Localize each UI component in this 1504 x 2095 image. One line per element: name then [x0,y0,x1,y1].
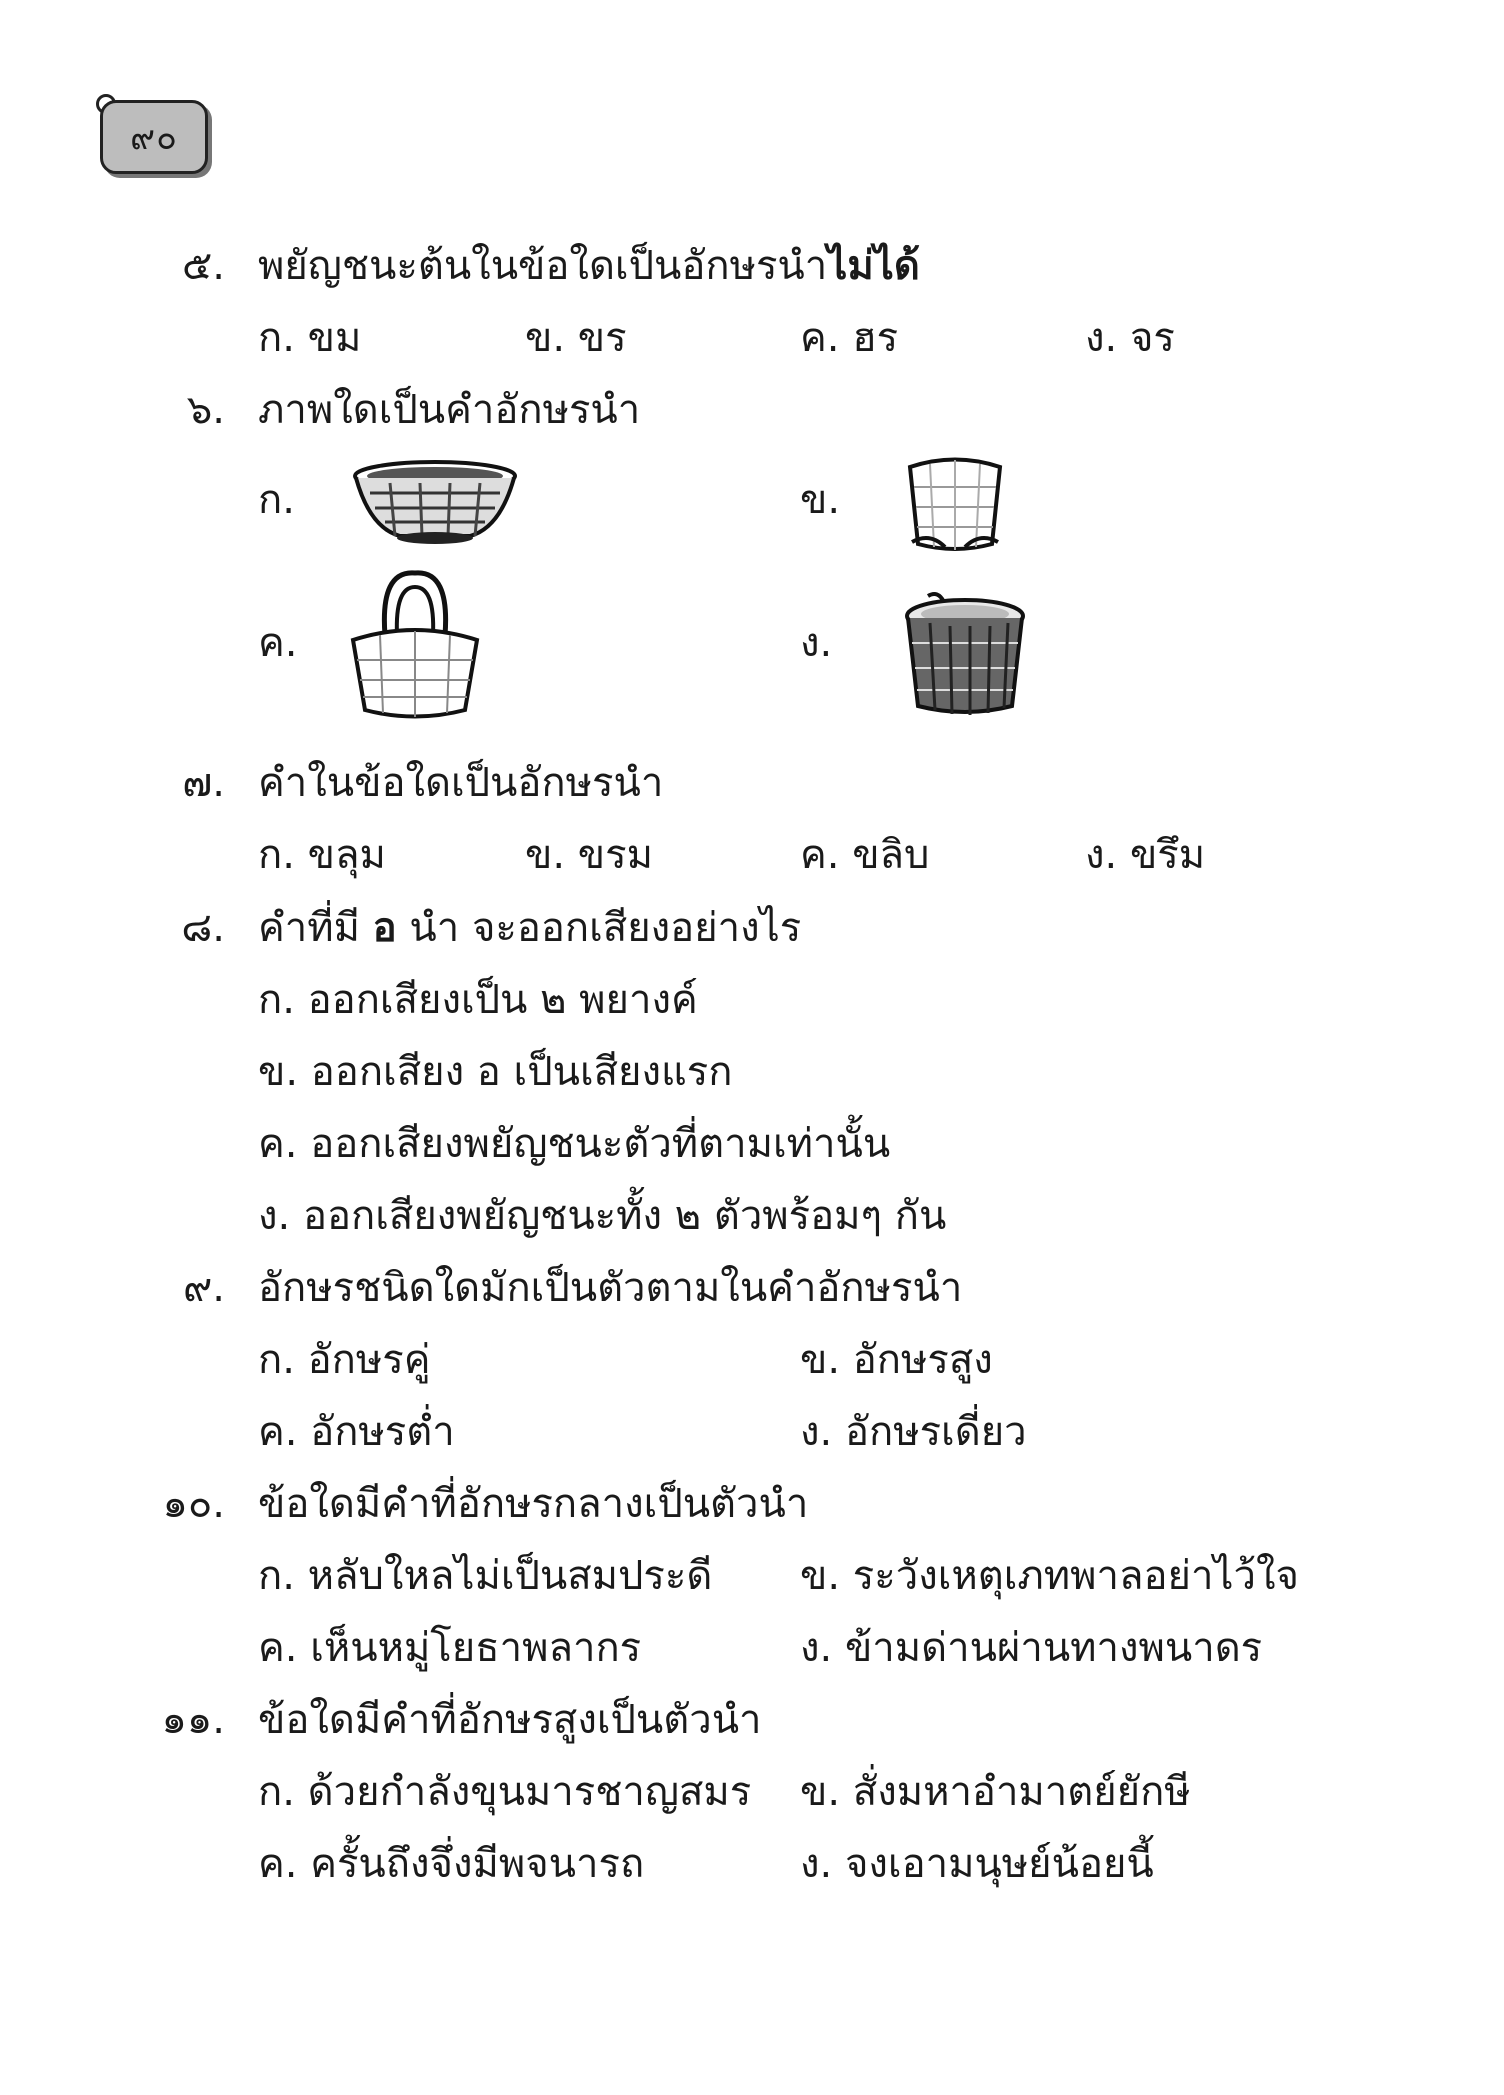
question-number: ๑๐. [162,1481,225,1527]
option-d: ง. จงเอามนุษย์น้อยนี้ [800,1841,1154,1887]
question-prompt: ภาพใดเป็นคำอักษรนำ [258,387,641,433]
prompt-emphasis: ไม่ได้ [827,243,920,289]
option-c: ค. อักษรต่ำ [258,1409,455,1455]
question-number: ๑๑. [161,1697,225,1743]
option-c: ค. ขลิบ [800,832,930,878]
prompt-text: นำ จะออกเสียงอย่างไร [409,905,802,951]
option-a: ก. ด้วยกำลังขุนมารชาญสมร [258,1769,752,1815]
question-number: ๕. [182,243,225,289]
option-d: ง. [800,620,833,666]
page-number-badge [100,100,208,174]
option-c: ค. ออกเสียงพยัญชนะตัวที่ตามเท่านั้น [258,1121,891,1167]
woven-container-icon [900,452,1010,557]
question-prompt: คำในข้อใดเป็นอักษรนำ [258,760,664,806]
question-number: ๘. [181,905,225,951]
option-c: ค. เห็นหมู่โยธาพลากร [258,1625,642,1671]
option-a: ก. หลับใหลไม่เป็นสมประดี [258,1553,713,1599]
option-b: ข. สั่งมหาอำมาตย์ยักษี [800,1769,1191,1815]
prompt-emphasis: อ [372,905,397,951]
handbag-basket-icon [335,565,495,725]
option-a: ก. อักษรคู่ [258,1337,431,1383]
question-number: ๙. [182,1265,225,1311]
deep-basket-icon [900,588,1030,718]
question-prompt: ข้อใดมีคำที่อักษรสูงเป็นตัวนำ [258,1697,762,1743]
option-b: ข. ขร [525,315,627,361]
option-b: ข. [800,477,841,523]
option-b: ข. อักษรสูง [800,1337,993,1383]
option-c: ค. ฮร [800,315,899,361]
shallow-basket-icon [350,458,520,548]
question-prompt [258,238,920,294]
option-c: ค. ครั้นถึงจึ่งมีพจนารถ [258,1841,645,1887]
option-d: ง. อักษรเดี่ยว [800,1409,1027,1455]
page-number: ๙๐ [130,118,178,158]
option-c: ค. [258,620,298,666]
option-a: ก. ออกเสียงเป็น ๒ พยางค์ [258,977,698,1023]
option-b: ข. ระวังเหตุเภทพาลอย่าไว้ใจ [800,1553,1299,1599]
option-a: ก. ขลุม [258,832,386,878]
prompt-text: คำที่มี [258,905,360,951]
option-d: ง. ขรึม [1085,832,1206,878]
question-number: ๗. [182,760,225,806]
question-prompt: อักษรชนิดใดมักเป็นตัวตามในคำอักษรนำ [258,1265,963,1311]
question-number: ๖. [186,387,225,433]
option-a: ก. [258,477,295,523]
option-d: ง. ออกเสียงพยัญชนะทั้ง ๒ ตัวพร้อมๆ กัน [258,1193,947,1239]
option-d: ง. ข้ามด่านผ่านทางพนาดร [800,1625,1263,1671]
question-prompt: ข้อใดมีคำที่อักษรกลางเป็นตัวนำ [258,1481,809,1527]
option-b: ข. ออกเสียง อ เป็นเสียงแรก [258,1049,733,1095]
prompt-text: พยัญชนะต้นในข้อใดเป็นอักษรนำ [258,243,828,289]
option-a: ก. ขม [258,315,362,361]
option-b: ข. ขรม [525,832,653,878]
question-prompt [258,900,801,956]
option-d: ง. จร [1085,315,1175,361]
